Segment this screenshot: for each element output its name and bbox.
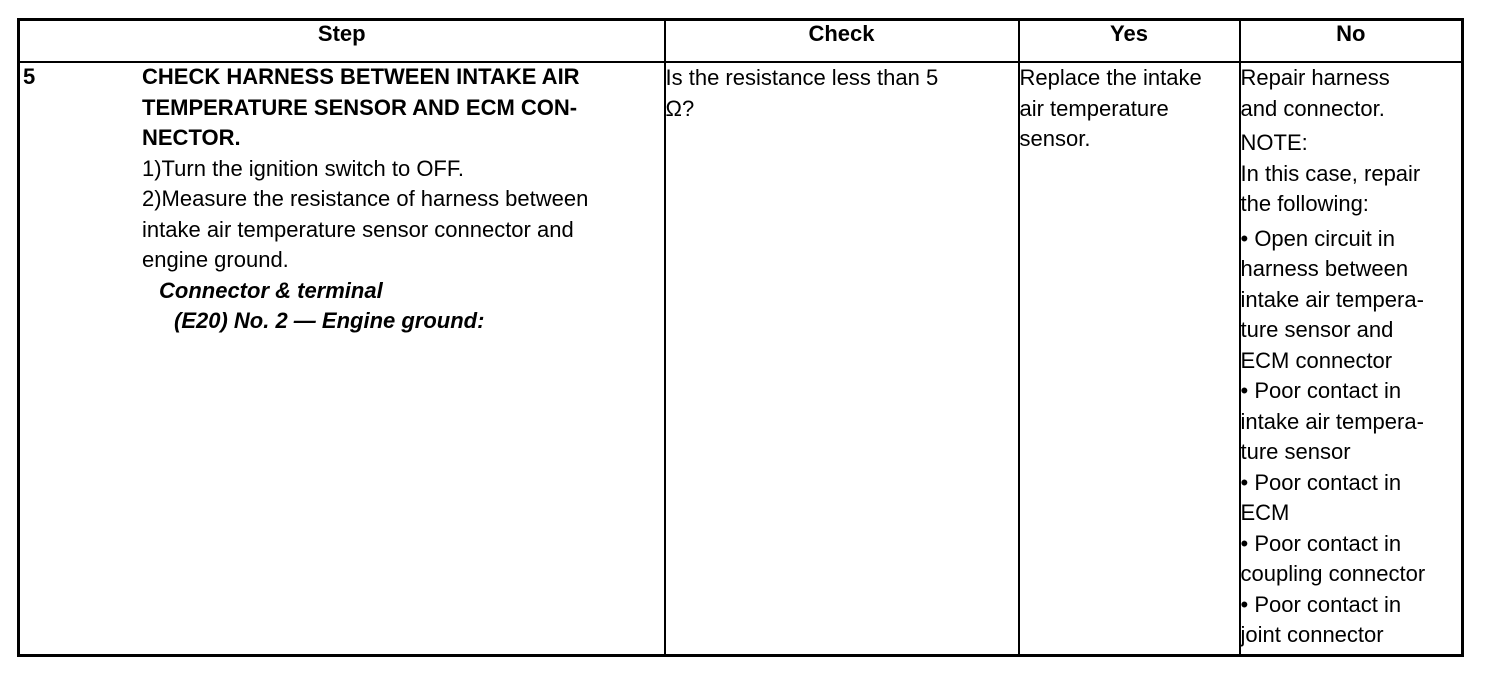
header-yes: Yes: [1019, 20, 1240, 63]
bullet-line: • Poor contact in: [1240, 469, 1402, 495]
bullet-line: joint connector: [1240, 622, 1384, 647]
bullet-line: • Open circuit in: [1240, 225, 1395, 251]
no-cell: [1240, 62, 1463, 656]
bullet-line: ture sensor: [1240, 439, 1351, 464]
bullet-item: [1241, 224, 1462, 377]
instruction-line: intake air temperature sensor connector and: [142, 216, 574, 242]
bullet-item: [1241, 529, 1462, 590]
diagnostic-table: [17, 18, 1464, 657]
step-body: [142, 62, 658, 337]
bullet-line: intake air tempera-: [1240, 286, 1424, 312]
bullet-line: harness between: [1240, 256, 1409, 281]
instruction-line: 2)Measure the resistance of harness between: [142, 186, 589, 211]
yes-cell: [1019, 62, 1240, 656]
bullet-item: [1241, 468, 1462, 529]
bullet-line: ECM: [1240, 500, 1290, 525]
no-line: Repair harness: [1240, 65, 1390, 90]
bullet-line: • Poor contact in: [1240, 591, 1402, 617]
connector-value: (E20) No. 2 — Engine ground:: [174, 308, 485, 333]
step-instructions: [142, 154, 658, 276]
step-number: 5: [23, 64, 36, 89]
bullet-item: [1241, 590, 1462, 651]
bullet-line: coupling connector: [1240, 561, 1426, 586]
check-cell: [665, 62, 1019, 656]
note-line: In this case, repair: [1240, 160, 1421, 186]
connector-label: Connector & terminal: [159, 277, 383, 303]
bullet-line: ture sensor and: [1240, 317, 1394, 342]
note-label: NOTE:: [1240, 130, 1308, 155]
instruction-line: engine ground.: [142, 247, 289, 272]
bullet-line: intake air tempera-: [1240, 408, 1424, 434]
no-line: and connector.: [1240, 95, 1385, 121]
title-line: CHECK HARNESS BETWEEN INTAKE AIR: [142, 64, 580, 89]
yes-line: Replace the intake: [1019, 65, 1202, 90]
step-title: [142, 62, 658, 154]
step-cell: [19, 62, 665, 656]
check-line: Ω?: [665, 95, 695, 121]
bullet-line: • Poor contact in: [1240, 378, 1402, 403]
title-line: NECTOR.: [142, 125, 241, 150]
yes-line: sensor.: [1019, 126, 1091, 151]
check-line: Is the resistance less than 5: [665, 65, 939, 90]
header-step: Step: [19, 20, 665, 63]
header-check: Check: [665, 20, 1019, 63]
table-row: [19, 62, 1463, 656]
bullet-line: ECM connector: [1240, 347, 1393, 373]
header-row: [19, 20, 1463, 63]
header-no: No: [1240, 20, 1463, 63]
bullet-item: [1241, 376, 1462, 468]
yes-line: air temperature: [1019, 95, 1169, 121]
bullet-line: • Poor contact in: [1240, 530, 1402, 556]
instruction-line: 1)Turn the ignition switch to OFF.: [142, 155, 464, 181]
note-line: the following:: [1240, 191, 1369, 216]
title-line: TEMPERATURE SENSOR AND ECM CON-: [142, 94, 578, 120]
